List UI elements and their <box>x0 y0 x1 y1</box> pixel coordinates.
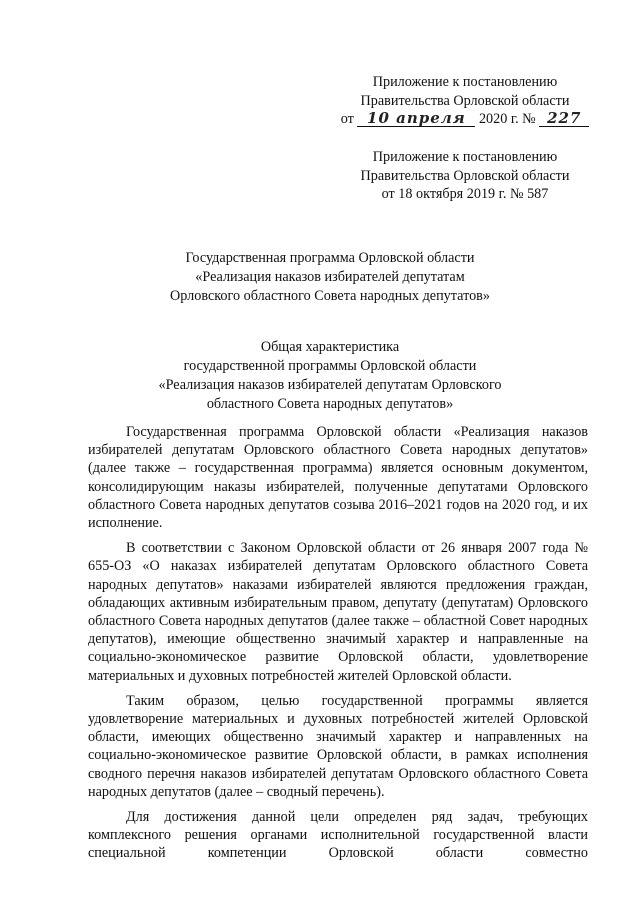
paragraph: В соответствии с Законом Орловской области от 26 января 2007 года № 655-ОЗ «О наказах избирателей депутатам Орловского областного Совета народных депутатов» наказами избирателей являются предложения граждан, обладающих активным избирательным правом, депутату (депутатам) Орловского областного Совета народных депутатов (далее также – областной Совет народных депутатов), имеющие общественно значимый характер и направленные на социально-экономическое развитие Орловской области, удовлетворение материальных и духовных потребностей жителей Орловской области. <box>88 540 588 684</box>
handwritten-number: 227 <box>539 110 589 127</box>
annex-previous-line2: Правительства Орловской области <box>360 167 570 184</box>
annex-current-header <box>300 73 630 129</box>
characteristics-title-line1: Общая характеристика <box>260 339 400 355</box>
annex-current-prefix: от <box>340 111 354 127</box>
characteristics-title <box>110 338 550 414</box>
annex-current-year: 2020 г. № <box>478 111 536 127</box>
paragraph: Для достижения данной цели определен ряд задач, требующих комплексного решения органами исполнительной государственной власти специальной компетенции Орловской области совместно <box>88 809 588 862</box>
annex-current-line1: Приложение к постановлению <box>372 74 558 90</box>
program-title-line2: «Реализация наказов избирателей депутатам <box>195 269 465 285</box>
annex-previous-line3: от 18 октября 2019 г. № 587 <box>381 186 549 202</box>
annex-previous-header <box>300 148 630 204</box>
paragraph: Таким образом, целью государственной программы является удовлетворение материальных и духовных потребностей жителей Орловской области, имеющих общественно значимый характер и направленных на социально-экономическое развитие Орловской области, в рамках исполнения сводного перечня наказов избирателей депутатам Орловского областного Совета народных депутатов (далее – сводный перечень). <box>88 692 588 800</box>
annex-current-date-line <box>300 110 630 129</box>
program-title <box>110 249 550 306</box>
body-text <box>88 423 588 870</box>
characteristics-title-line4: областного Совета народных депутатов» <box>206 396 454 412</box>
program-title-line3: Орловского областного Совета народных депутатов» <box>170 288 490 304</box>
characteristics-title-line2: государственной программы Орловской области <box>183 358 477 374</box>
handwritten-date: 10 апреля <box>357 110 475 127</box>
paragraph: Государственная программа Орловской области «Реализация наказов избирателей депутатам Орловского областного Совета народных депутатов» (далее также – государственная программа) является основным документом, консолидирующим наказы избирателей, полученные депутатами Орловского областного Совета народных депутатов созыва 2016–2021 годов на 2020 год, и их исполнение. <box>88 424 588 532</box>
program-title-line1: Государственная программа Орловской области <box>185 250 475 266</box>
characteristics-title-line3: «Реализация наказов избирателей депутатам Орловского <box>158 377 502 393</box>
annex-previous-line1: Приложение к постановлению <box>372 149 558 165</box>
annex-current-line2: Правительства Орловской области <box>360 92 570 109</box>
